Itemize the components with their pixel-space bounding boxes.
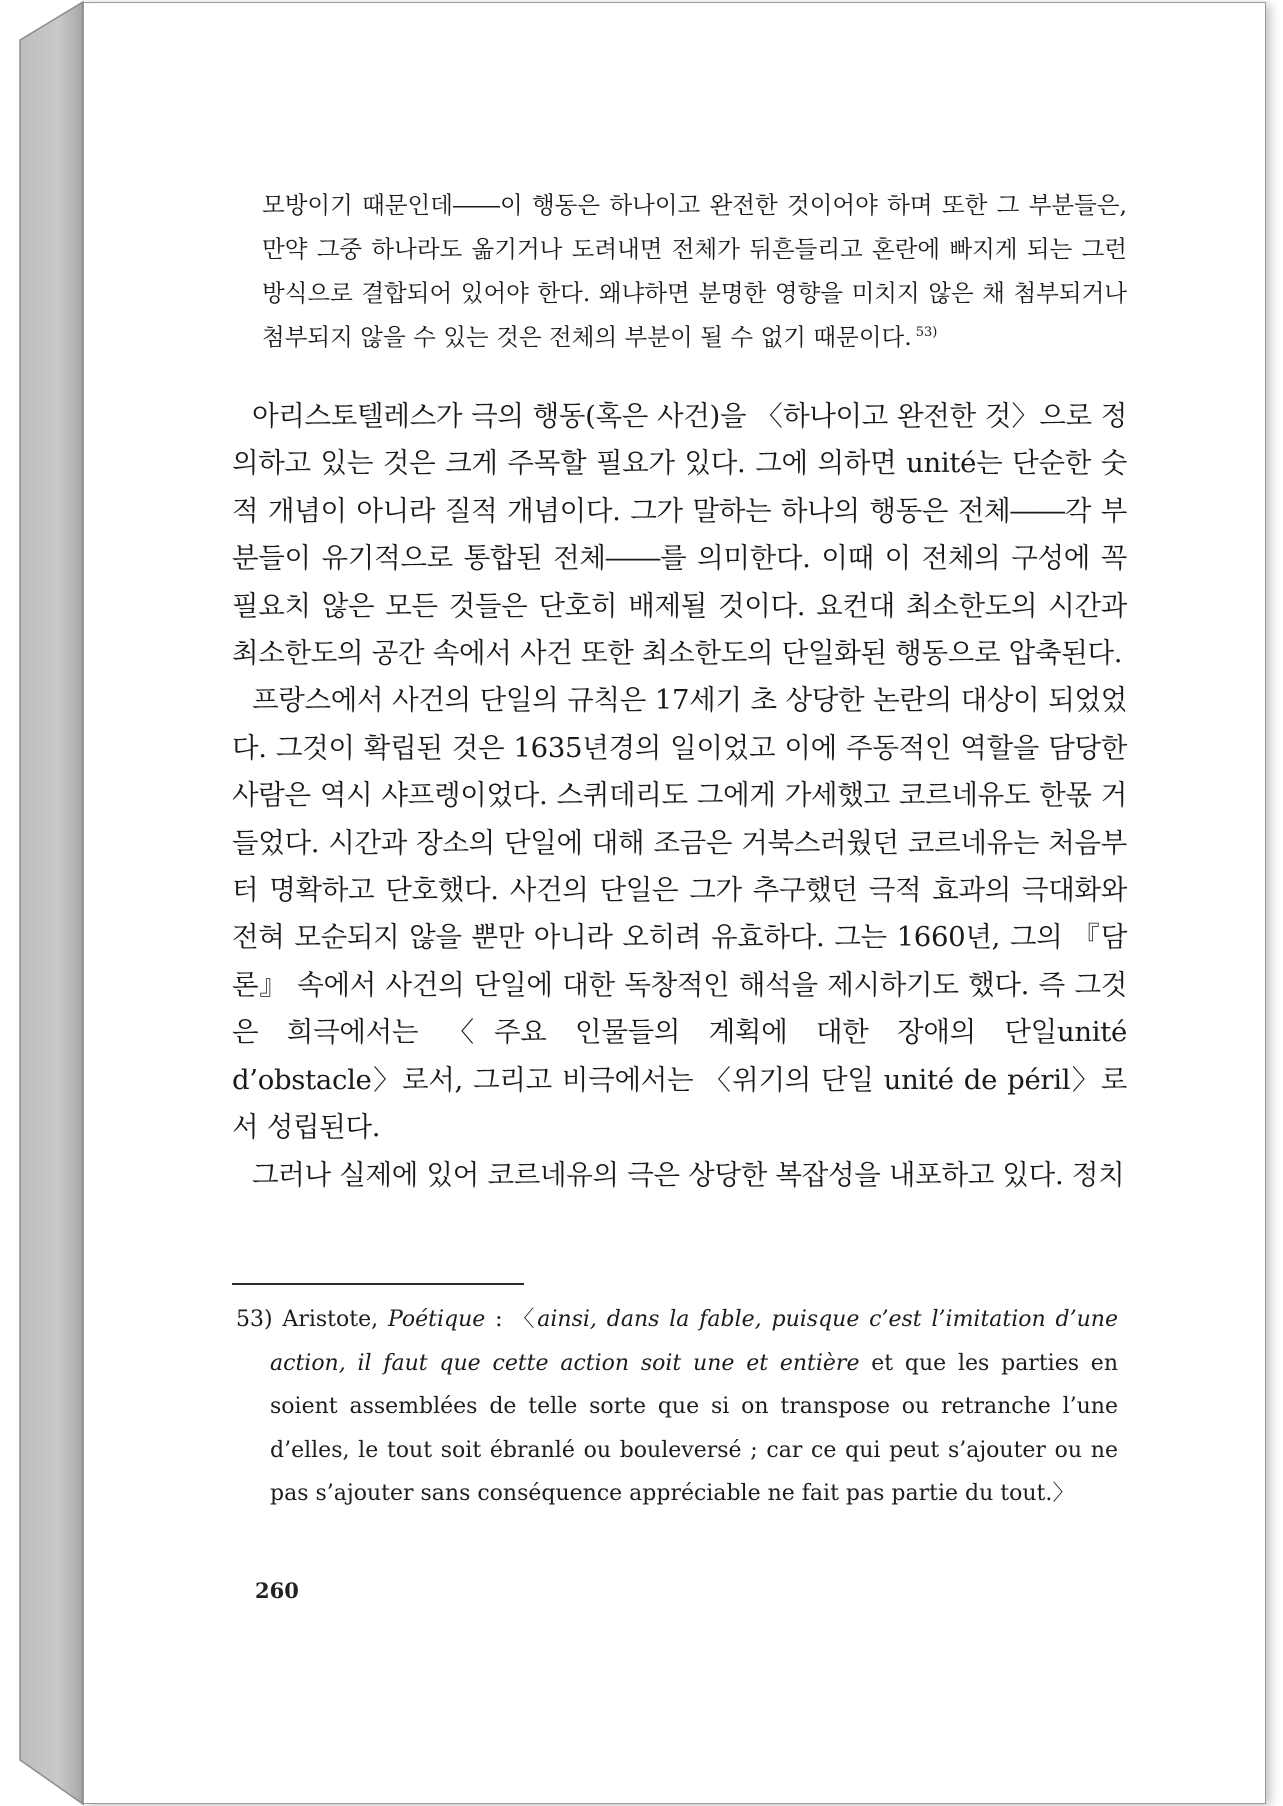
- footnote-reference: 53): [915, 325, 938, 341]
- page-number: 260: [255, 1578, 299, 1603]
- paragraph: 그러나 실제에 있어 코르네유의 극은 상당한 복잡성을 내포하고 있다. 정치: [252, 1158, 1125, 1191]
- footnote-colon: : 〈: [485, 1307, 538, 1332]
- footnote-number: 53): [236, 1307, 273, 1332]
- quote-text: 모방이기 때문인데――이 행동은 하나이고 완전한 것이어야 하며 또한 그 부분들은, 만약 그중 하나라도 옮기거나 도려내면 전체가 뒤흔들리고 혼란에 빠지게 되는 그런 방식으로 결합되어 있어야 한다. 왜냐하면 분명한 영향을 미치지 않은 채 첨부되거나 첨부되지 않을 수 있는 것은 전체의 부분이 될 수 없기 때문이다.: [262, 191, 1127, 351]
- paragraph: 아리스토텔레스가 극의 행동(혹은 사건)을 〈하나이고 완전한 것〉으로 정의하고 있는 것은 크게 주목할 필요가 있다. 그에 의하면 unité는 단순한 숫적 개념이 아니라 질적 개념이다. 그가 말하는 하나의 행동은 전체――각 부분들이 유기적으로 통합된 전체――를 의미한다. 이때 이 전체의 구성에 꼭 필요치 않은 모든 것들은 단호히 배제될 것이다. 요컨대 최소한도의 시간과 최소한도의 공간 속에서 사건 또한 최소한도의 단일화된 행동으로 압축된다.: [232, 400, 1127, 670]
- body-text: [232, 393, 1127, 1199]
- main-text-block: [232, 183, 1127, 1199]
- footnote-entry: [236, 1298, 1118, 1516]
- footnote-title: Poétique: [387, 1307, 486, 1332]
- footnote-italic-quote: ainsi, dans la fable, puisque c’est l’imitation d’une action, il faut que cette action soit une et entière: [270, 1307, 1118, 1376]
- footnote-divider: [232, 1283, 524, 1285]
- paragraph: 프랑스에서 사건의 단일의 규칙은 17세기 초 상당한 논란의 대상이 되었었다. 그것이 확립된 것은 1635년경의 일이었고 이에 주동적인 역할을 담당한 사람은 역시 샤프렝이었다. 스퀴데리도 그에게 가세했고 코르네유도 한몫 거들었다. 시간과 장소의 단일에 대해 조금은 거북스러웠던 코르네유는 처음부터 명확하고 단호했다. 사건의 단일은 그가 추구했던 극적 효과의 극대화와 전혀 모순되지 않을 뿐만 아니라 오히려 유효하다. 그는 1660년, 그의 『담론』 속에서 사건의 단일에 대한 독창적인 해석을 제시하기도 했다. 즉 그것은 희극에서는 〈주요 인물들의 계획에 대한 장애의 단일unité d’obstacle〉로서, 그리고 비극에서는 〈위기의 단일 unité de péril〉로서 성립된다.: [232, 684, 1127, 1144]
- block-quote: [262, 183, 1127, 359]
- footnote-rest: et que les parties en soient assemblées de telle sorte que si on transpose ou retranche l’une d’elles, le tout soit ébranlé ou bouleversé ; car ce qui peut s’ajouter ou ne pas s’ajouter sans conséquence appréciable ne fait pas partie du tout.〉: [270, 1350, 1118, 1506]
- footnote-lead: Aristote,: [272, 1307, 388, 1332]
- footnote: [236, 1298, 1118, 1516]
